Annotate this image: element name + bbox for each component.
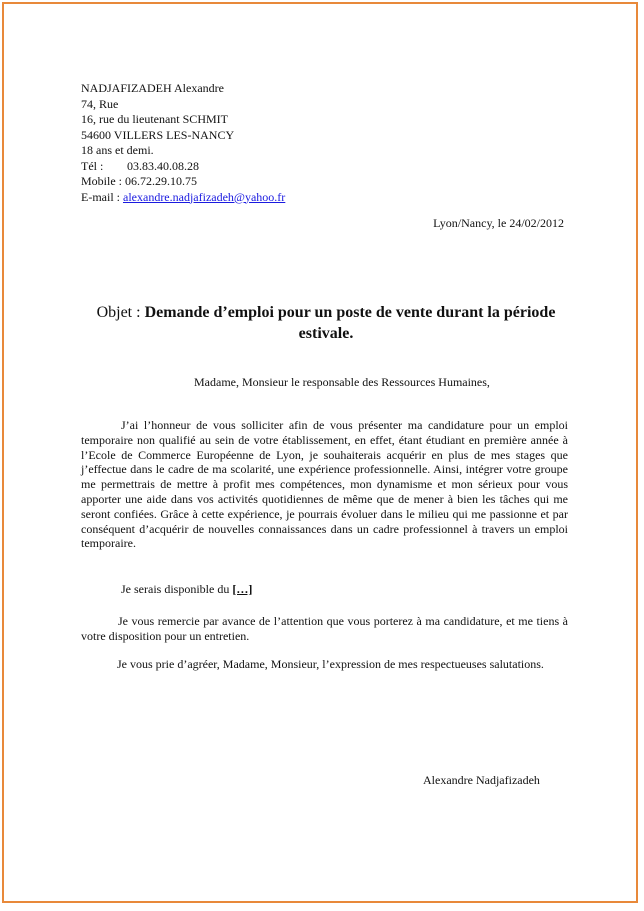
closing-paragraph: Je vous prie d’agréer, Madame, Monsieur, l’expression de mes respectueuses salutations.: [117, 657, 544, 671]
tel-label: Tél :: [81, 158, 104, 173]
availability-text: Je serais disponible du: [121, 582, 233, 596]
body-paragraph: J’ai l’honneur de vous solliciter afin de vous présenter ma candidature pour un emploi temporaire non qualifié au sein de votre établissement, en effet, étant étudiant en première année à l’Ecole de Commerce Européenne de Lyon, je souhaiterais acquérir en plus de mes stages que j’effectue dans le cadre de ma scolarité, une expérience professionnelle. Ainsi, intégrer votre groupe me permettrais de mettre à profit mes compétences, mon dynamisme et mon sérieux pour vous apporter une aide dans vos activités quotidiennes de même que de mener à bien les tâches qui me seront confiées. Grâce à cette expérience, je pourrais évoluer dans le milieu qui me passionne et par conséquent d’acquérir de nouvelles connaissances dans un cadre professionnel à travers un emploi temporaire.: [81, 418, 568, 551]
subject-label: Objet :: [96, 304, 145, 321]
subject-text: Demande d’emploi pour un poste de vente durant la période estivale.: [144, 304, 556, 342]
sender-name: NADJAFIZADEH Alexandre: [81, 81, 224, 95]
tel-value: 03.83.40.08.28: [127, 158, 199, 173]
sender-email: [81, 190, 285, 206]
email-link[interactable]: alexandre.nadjafizadeh@yahoo.fr: [123, 189, 286, 204]
sender-address-line3: 54600 VILLERS LES-NANCY: [81, 127, 235, 142]
sender-tel: [81, 159, 285, 175]
sender-age: 18 ans et demi.: [81, 143, 154, 157]
signature: Alexandre Nadjafizadeh: [423, 773, 540, 787]
subject-line: [81, 302, 571, 344]
sender-address-line1: 74, Rue: [81, 96, 119, 111]
salutation: Madame, Monsieur le responsable des Ressources Humaines,: [194, 375, 490, 389]
letter-date: Lyon/Nancy, le 24/02/2012: [433, 216, 564, 230]
letter-page: [2, 2, 638, 903]
availability-placeholder: […]: [232, 582, 253, 596]
sender-mobile: Mobile : 06.72.29.10.75: [81, 174, 197, 188]
availability-line: [121, 582, 252, 597]
email-label: E-mail :: [81, 189, 123, 204]
sender-address-line2: 16, rue du lieutenant SCHMIT: [81, 112, 228, 126]
sender-block: [81, 81, 285, 205]
thanks-paragraph: Je vous remercie par avance de l’attention que vous porterez à ma candidature, et me tiens à votre disposition pour un entretien.: [81, 614, 568, 643]
